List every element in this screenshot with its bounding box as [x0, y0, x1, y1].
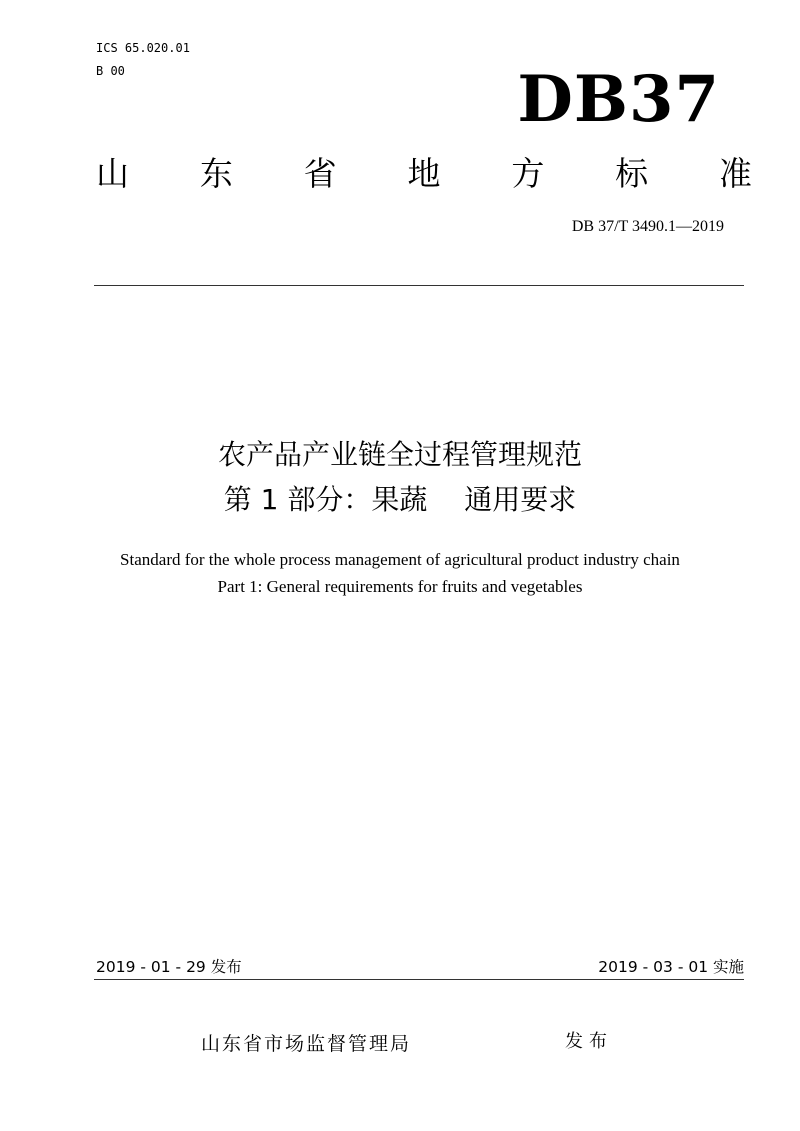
- standard-type-title: [96, 152, 752, 196]
- standard-type-char: 准: [718, 154, 752, 193]
- standard-type-char: 省: [303, 154, 337, 193]
- header-divider: [94, 285, 744, 286]
- document-title-en: Standard for the whole process management of agricultural product industry chain: [120, 550, 680, 569]
- implementation-date: 2019 - 03 - 01 实施: [598, 958, 744, 976]
- publish-label: 发布: [565, 1031, 613, 1052]
- ics-code: ICS 65.020.01: [96, 41, 190, 55]
- footer-divider: [94, 979, 744, 980]
- release-date: 2019 - 01 - 29 发布: [96, 958, 242, 976]
- standard-type-char: 地: [407, 154, 441, 193]
- standard-type-char: 标: [615, 154, 649, 193]
- ccs-code: B 00: [96, 64, 125, 78]
- issuing-authority: 山东省市场监督管理局: [201, 1033, 412, 1055]
- standard-number: DB 37/T 3490.1—2019: [571, 218, 724, 235]
- document-subtitle-zh: 第 1 部分：果蔬 通用要求: [223, 483, 577, 516]
- standard-type-char: 方: [511, 154, 545, 193]
- standard-type-char: 东: [199, 154, 233, 193]
- document-title-zh: 农产品产业链全过程管理规范: [217, 438, 582, 471]
- standard-logo: DB37: [517, 62, 720, 137]
- document-subtitle-en: Part 1: General requirements for fruits and vegetables: [217, 577, 583, 596]
- standard-type-char: 山: [96, 154, 129, 193]
